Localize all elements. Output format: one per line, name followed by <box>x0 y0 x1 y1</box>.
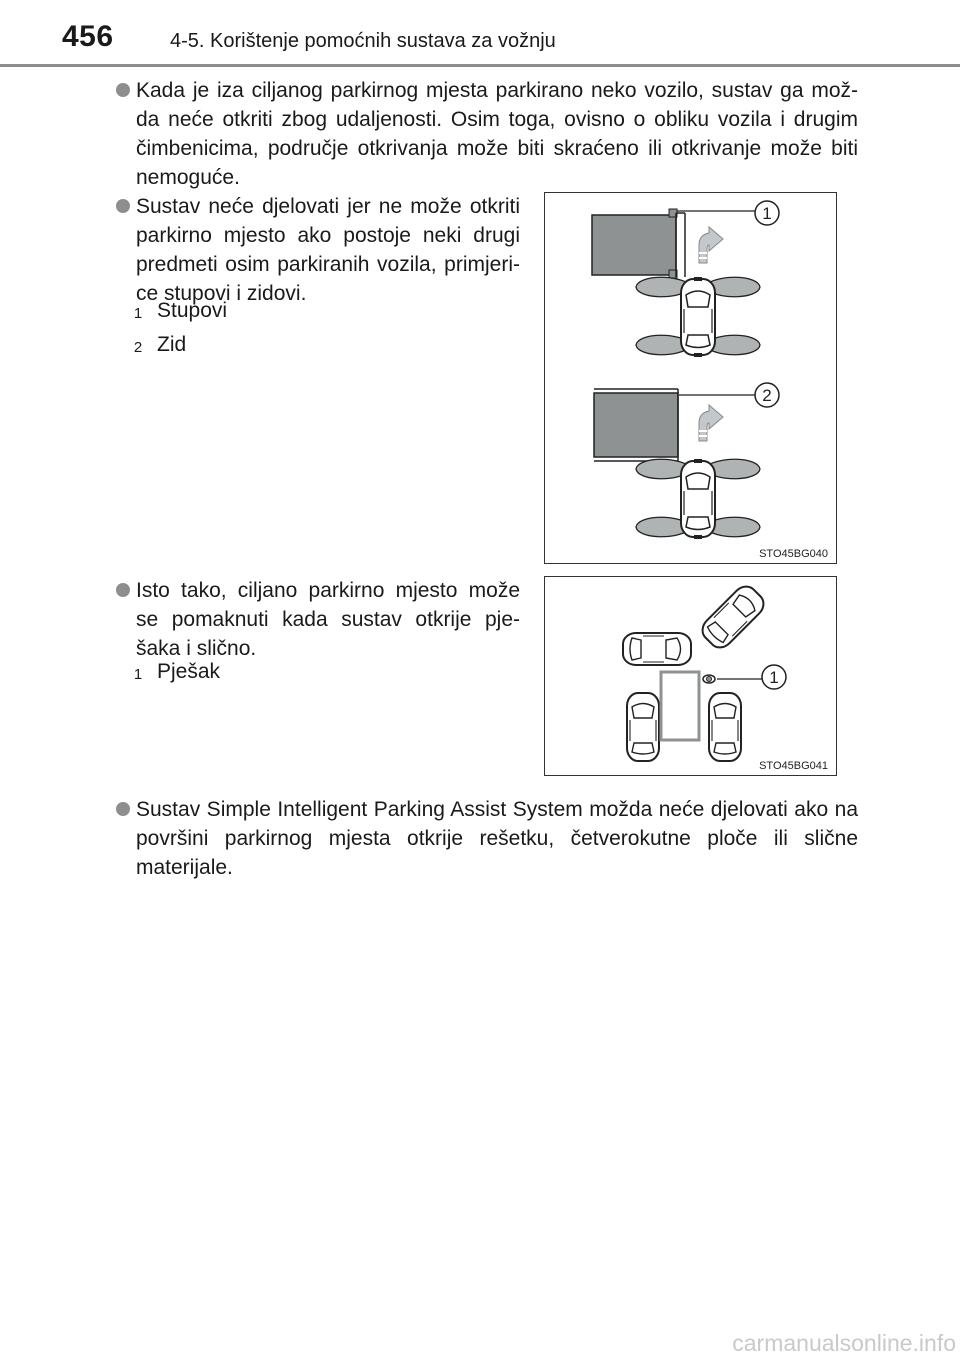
car-icon <box>709 693 741 761</box>
figure-code: STO45BG041 <box>759 760 828 772</box>
page-number: 456 <box>62 20 114 53</box>
page-header <box>0 0 960 72</box>
wall-block <box>594 393 678 457</box>
legend-number: 2 <box>133 339 143 356</box>
legend-label: Stupovi <box>157 299 228 322</box>
parked-vehicle-block <box>592 215 676 275</box>
pedestrian-icon <box>703 675 715 683</box>
direction-arrow-icon <box>699 227 723 263</box>
callout-number: 2 <box>762 386 772 405</box>
bullet-icon <box>116 802 130 816</box>
watermark: carmanualsonline.info <box>732 1330 956 1356</box>
paragraph-text: Sustav neće djelovati jer ne može otkriti parkirno mjesto ako postoje neki drugi predmeti osim parkiranih vozila, primjeri-ce stupovi i zidovi. <box>136 195 520 305</box>
car-icon <box>681 277 715 357</box>
section-title: 4-5. Korištenje pomoćnih sustava za vožnju <box>170 30 556 52</box>
legend-number: 1 <box>133 666 143 683</box>
car-icon <box>623 633 691 665</box>
legend-item-pedestrian <box>133 658 221 686</box>
legend-label: Zid <box>157 333 187 356</box>
paragraph-3 <box>136 576 520 663</box>
paragraph-1 <box>136 76 858 192</box>
legend-item-pillars <box>133 297 228 325</box>
paragraph-text: Isto tako, ciljano parkirno mjesto može se pomaknuti kada sustav otkrije pje-šaka i slično. <box>136 579 520 660</box>
car-icon <box>698 582 769 653</box>
target-parking-space <box>661 672 699 740</box>
legend-number: 1 <box>133 305 143 322</box>
paragraph-2 <box>136 192 520 308</box>
legend-label: Pješak <box>157 660 221 683</box>
callout-number: 1 <box>769 668 779 687</box>
bullet-icon <box>116 583 130 597</box>
figure-code: STO45BG040 <box>759 548 828 560</box>
callout-number: 1 <box>762 204 772 223</box>
header-divider <box>0 64 960 67</box>
legend-item-wall <box>133 331 187 359</box>
direction-arrow-icon <box>699 405 723 441</box>
paragraph-text: Kada je iza ciljanog parkirnog mjesta parkirano neko vozilo, sustav ga mož-da neće otkriti zbog udaljenosti. Osim toga, ovisno o obliku vozila i drugim čimbenicima, područje otkrivanja može biti skraćeno ili otkrivanje može biti nemoguće. <box>136 79 858 189</box>
bullet-icon <box>116 199 130 213</box>
figure-pillars-wall <box>544 192 837 564</box>
figure-pedestrian <box>544 576 837 776</box>
car-icon <box>681 459 715 539</box>
paragraph-4 <box>136 795 858 882</box>
paragraph-text: Sustav Simple Intelligent Parking Assist System možda neće djelovati ako na površini parkirnog mjesta otkrije rešetku, četverokutne ploče ili slične materijale. <box>136 798 858 879</box>
car-icon <box>627 693 659 761</box>
bullet-icon <box>116 83 130 97</box>
